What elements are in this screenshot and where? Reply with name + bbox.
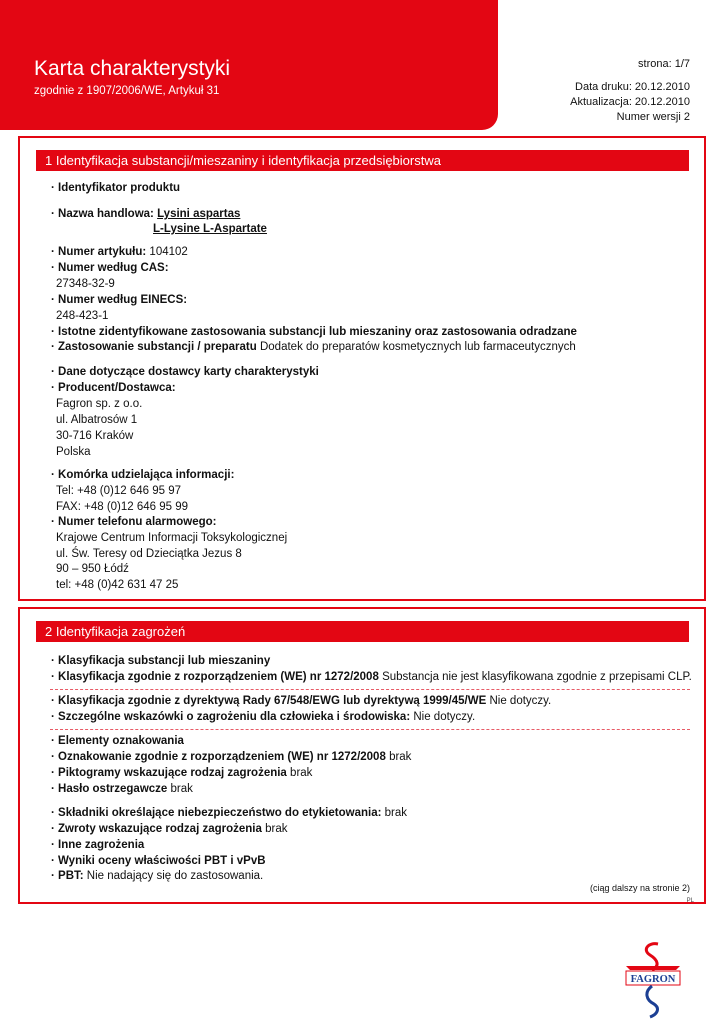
producer-line: Fagron sp. z o.o.	[56, 398, 143, 410]
pbt-value: Nie nadający się do zastosowania.	[86, 870, 264, 882]
supplier-details-heading: · Dane dotyczące dostawcy karty charakterystyki	[51, 366, 319, 378]
document-subtitle: zgodnie z 1907/2006/WE, Artykuł 31	[34, 85, 220, 97]
hazard-notes-row	[51, 710, 475, 725]
emergency-line: ul. Św. Teresy od Dzieciątka Jezus 8	[56, 548, 242, 560]
use-label: · Zastosowanie substancji / preparatu	[51, 341, 257, 353]
hazard-components-value: brak	[384, 807, 407, 819]
producer-line: 30-716 Kraków	[56, 430, 134, 442]
hazard-notes-value: Nie dotyczy.	[413, 711, 476, 723]
continued-note: (ciąg dalszy na stronie 2)	[589, 883, 690, 893]
trade-name-1: Lysini aspartas	[157, 208, 241, 220]
divider	[50, 689, 690, 690]
language-code: PL	[686, 898, 694, 904]
classification-heading: · Klasyfikacja substancji lub mieszaniny	[51, 655, 271, 667]
use-row	[51, 340, 576, 355]
article-number-value: 104102	[149, 246, 188, 258]
article-number-label: · Numer artykułu:	[51, 246, 147, 258]
document-title: Karta charakterystyki	[34, 57, 231, 80]
pbt-row	[51, 869, 263, 884]
section-1-box	[18, 136, 706, 601]
pictograms-row	[51, 766, 312, 781]
producer-line: ul. Albatrosów 1	[56, 414, 138, 426]
emergency-line: 90 – 950 Łódź	[56, 563, 129, 575]
trade-name-label: · Nazwa handlowa:	[51, 208, 154, 220]
cas-number-value: 27348-32-9	[56, 278, 115, 290]
einecs-number-label: · Numer według EINECS:	[51, 294, 188, 306]
version-number: Numer wersji 2	[616, 111, 690, 123]
labelling-value: brak	[389, 751, 412, 763]
product-identifier-heading: · Identyfikator produktu	[51, 182, 181, 194]
hazard-notes-label: · Szczególne wskazówki o zagrożeniu dla człowieka i środowiska:	[51, 711, 411, 723]
fagron-logo	[618, 940, 688, 1020]
producer-label: · Producent/Dostawca:	[51, 382, 176, 394]
use-value: Dodatek do preparatów kosmetycznych lub farmaceutycznych	[259, 341, 576, 353]
signal-word-value: brak	[170, 783, 193, 795]
labelling-row	[51, 750, 411, 765]
cas-number-label: · Numer według CAS:	[51, 262, 169, 274]
other-hazards-heading: · Inne zagrożenia	[51, 839, 145, 851]
divider	[50, 729, 690, 730]
trade-name-2: L-Lysine L-Aspartate	[153, 223, 267, 235]
labelling-label: · Oznakowanie zgodnie z rozporządzeniem (WE) nr 1272/2008	[51, 751, 386, 763]
directive-classification-value: Nie dotyczy.	[489, 695, 552, 707]
signal-word-row	[51, 782, 193, 797]
signal-word-label: · Hasło ostrzegawcze	[51, 783, 168, 795]
hazard-phrases-value: brak	[265, 823, 288, 835]
header-banner	[0, 0, 498, 130]
directive-classification-label: · Klasyfikacja zgodnie z dyrektywą Rady 67/548/EWG lub dyrektywą 1999/45/WE	[51, 695, 487, 707]
pictograms-value: brak	[290, 767, 313, 779]
emergency-line: Krajowe Centrum Informacji Toksykologicznej	[56, 532, 288, 544]
clp-classification-row	[51, 670, 692, 685]
section-2-box	[18, 607, 706, 904]
hazard-components-row	[51, 806, 407, 821]
section-2-title: 2 Identyfikacja zagrożeń	[36, 621, 689, 642]
einecs-number-value: 248-423-1	[56, 310, 109, 322]
info-tel: Tel: +48 (0)12 646 95 97	[56, 485, 181, 497]
hazard-components-label: · Składniki określające niebezpieczeństwo do etykietowania:	[51, 807, 382, 819]
trade-name-row	[51, 207, 240, 222]
fagron-logo-icon	[618, 940, 688, 1020]
info-fax: FAX: +48 (0)12 646 95 99	[56, 501, 189, 513]
page-number: strona: 1/7	[638, 58, 690, 70]
section-1-title: 1 Identyfikacja substancji/mieszaniny i identyfikacja przedsiębiorstwa	[36, 150, 689, 171]
label-elements-heading: · Elementy oznakowania	[51, 735, 184, 747]
directive-classification-row	[51, 694, 551, 709]
emergency-phone-label: · Numer telefonu alarmowego:	[51, 516, 217, 528]
clp-classification-label: · Klasyfikacja zgodnie z rozporządzeniem (WE) nr 1272/2008	[51, 671, 379, 683]
hazard-phrases-row	[51, 822, 287, 837]
hazard-phrases-label: · Zwroty wskazujące rodzaj zagrożenia	[51, 823, 262, 835]
fagron-logo-text: FAGRON	[630, 974, 676, 985]
info-contact-label: · Komórka udzielająca informacji:	[51, 469, 235, 481]
print-date: Data druku: 20.12.2010	[575, 81, 690, 93]
pbt-label: · PBT:	[51, 870, 84, 882]
clp-classification-value: Substancja nie jest klasyfikowana zgodnie z przepisami CLP.	[382, 671, 692, 683]
article-number-row	[51, 245, 188, 260]
producer-line: Polska	[56, 446, 91, 458]
identified-uses-heading: · Istotne zidentyfikowane zastosowania substancji lub mieszaniny oraz zastosowania odradzane	[51, 326, 577, 338]
pictograms-label: · Piktogramy wskazujące rodzaj zagrożenia	[51, 767, 287, 779]
emergency-line: tel: +48 (0)42 631 47 25	[56, 579, 179, 591]
pbt-results-heading: · Wyniki oceny właściwości PBT i vPvB	[51, 855, 266, 867]
update-date: Aktualizacja: 20.12.2010	[570, 96, 690, 108]
